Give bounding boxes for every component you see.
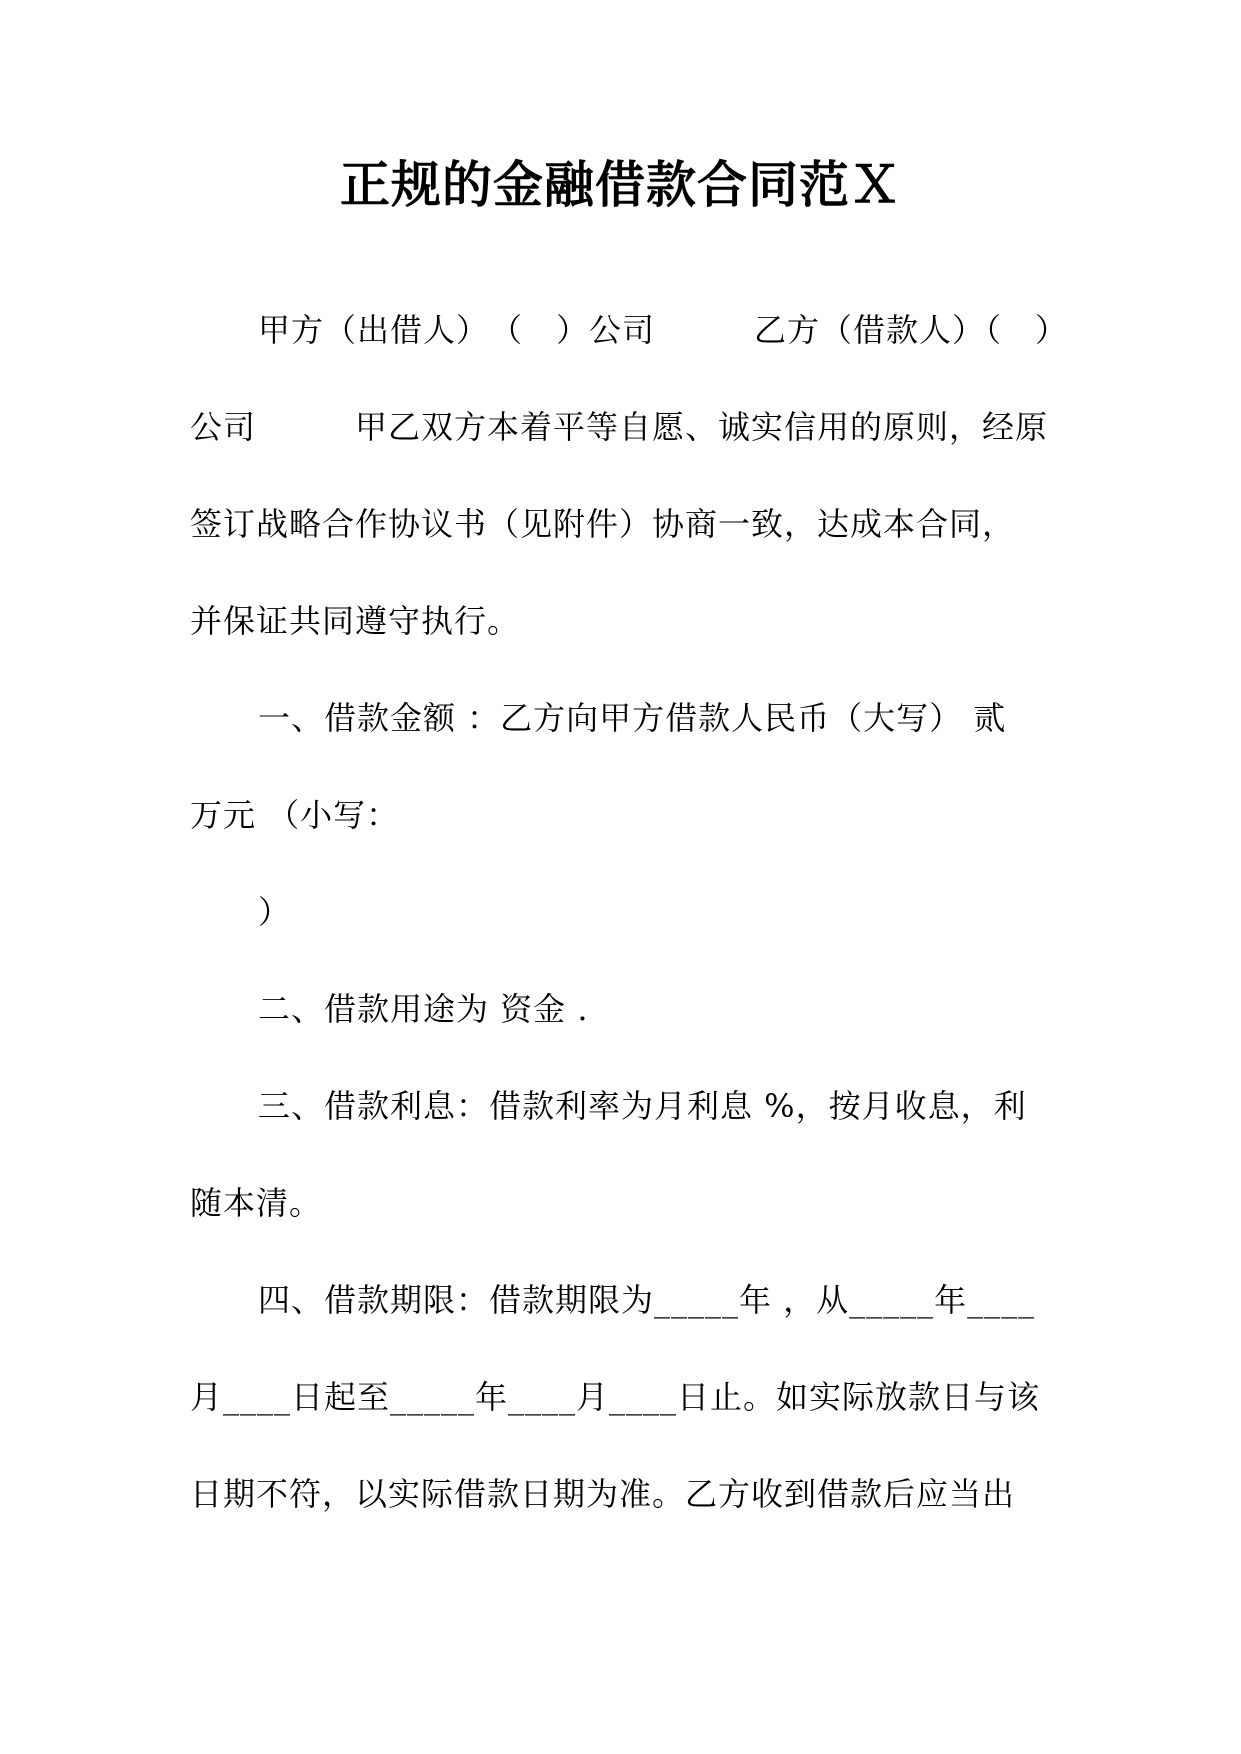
clause-loan-purpose: 二、借款用途为 资金 . (258, 990, 589, 1028)
paragraph-line-compliance: 并保证共同遵守执行。 (190, 602, 521, 640)
clause-loan-interest: 三、借款利息：借款利率为月利息 %，按月收息，利 (258, 1087, 1027, 1125)
clause-loan-term-cont: 月____日起至_____年____月____日止。如实际放款日与该 (190, 1378, 1041, 1416)
clause-loan-term-cont-2: 日期不符，以实际借款日期为准。乙方收到借款后应当出 (190, 1475, 1016, 1513)
clause-loan-term: 四、借款期限：借款期限为_____年 ，从_____年____ (258, 1281, 1036, 1319)
paragraph-line-parties: 甲方（出借人） （ ）公司 乙方（借款人）（ ） (258, 311, 1069, 349)
clause-loan-interest-cont: 随本清。 (190, 1184, 323, 1222)
clause-loan-amount-close: ） (258, 893, 292, 931)
paragraph-line-principle: 公司 甲乙双方本着平等自愿、诚实信用的原则，经原 (190, 408, 1049, 446)
document-title: 正规的金融借款合同范Ｘ (340, 155, 901, 214)
paragraph-line-agreement: 签订战略合作协议书（见附件）协商一致，达成本合同， (190, 505, 1016, 543)
clause-loan-amount-cont: 万元 （小写： (190, 796, 400, 834)
clause-loan-amount: 一、借款金额 ：乙方向甲方借款人民币（大写） 贰 (258, 699, 1007, 737)
